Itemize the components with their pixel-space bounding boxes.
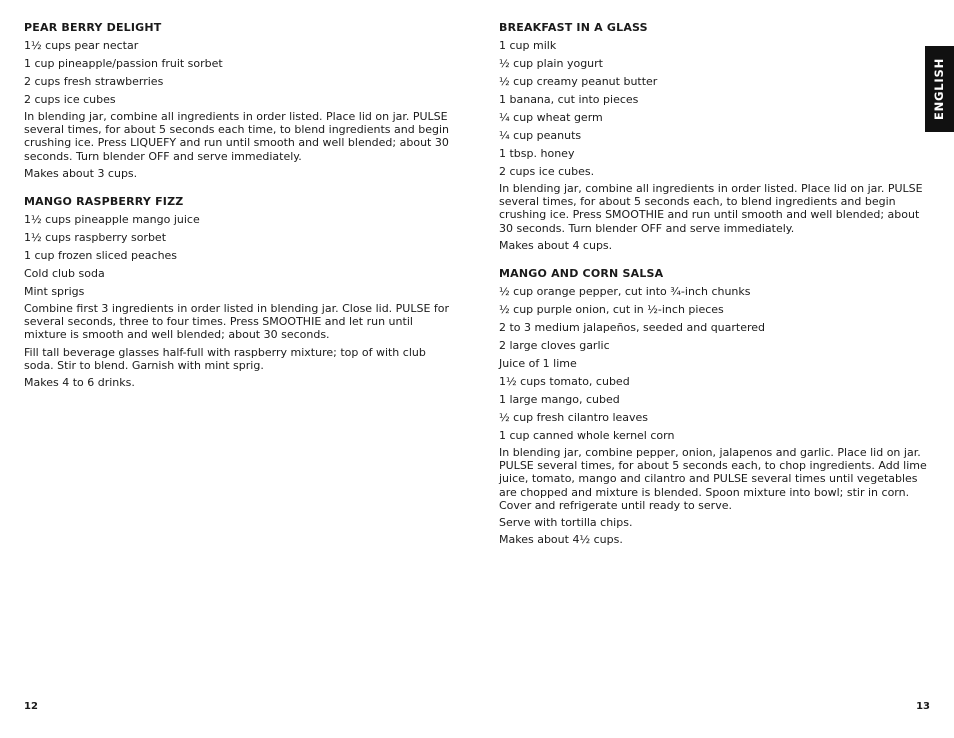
instruction-paragraph: In blending jar, combine all ingredients in order listed. Place lid on jar. PULSE several times, for about 5 seconds each, to blend ingredients and begin crushing ice. Press SMOOTHIE and run until smooth and well blended; about 30 seconds. Turn blender OFF and serve immediately. [499, 182, 923, 235]
ingredient-line: 1½ cups pear nectar [24, 39, 139, 52]
yield-note: Makes about 4½ cups. [499, 533, 623, 547]
page-number-right: 13 [916, 701, 930, 712]
instruction-paragraph: Combine first 3 ingredients in order listed in blending jar. Close lid. PULSE for several seconds, three to four times. Press SMOOTHIE and let run until mixture is smooth and well blended; about 30 seconds. [24, 302, 450, 342]
ingredient-line: 1 banana, cut into pieces [499, 93, 639, 106]
ingredient-line: ½ cup orange pepper, cut into ¾-inch chunks [499, 285, 751, 299]
ingredient-line: ½ cup fresh cilantro leaves [499, 411, 649, 425]
recipe-title: MANGO RASPBERRY FIZZ [24, 195, 184, 209]
ingredient-line: ½ cup plain yogurt [499, 57, 603, 70]
ingredient-line: 2 cups ice cubes. [499, 165, 595, 178]
ingredient-line: ¼ cup wheat germ [499, 111, 603, 124]
language-tab-label: ENGLISH [932, 57, 947, 121]
ingredient-line: 1 cup pineapple/passion fruit sorbet [24, 57, 223, 70]
ingredient-line: 1½ cups tomato, cubed [499, 375, 630, 389]
ingredient-line: 1 tbsp. honey [499, 147, 575, 160]
ingredient-line: ½ cup purple onion, cut in ½-inch pieces [499, 303, 724, 317]
left-page-column [24, 20, 454, 393]
recipe-title: MANGO AND CORN SALSA [499, 267, 664, 281]
recipe-title: PEAR BERRY DELIGHT [24, 21, 162, 34]
ingredient-line: Mint sprigs [24, 285, 85, 299]
ingredient-line: 2 cups ice cubes [24, 93, 116, 106]
ingredient-line: ½ cup creamy peanut butter [499, 75, 658, 88]
ingredient-line: 1 cup canned whole kernel corn [499, 429, 675, 443]
serving-note: Serve with tortilla chips. [499, 516, 633, 530]
yield-note: Makes about 4 cups. [499, 238, 613, 252]
ingredient-line: 1 large mango, cubed [499, 393, 620, 407]
language-tab [925, 46, 954, 132]
instruction-paragraph: Fill tall beverage glasses half-full with raspberry mixture; top of with club soda. Stir to blend. Garnish with mint sprig. [24, 345, 426, 372]
ingredient-line: Juice of 1 lime [499, 357, 577, 371]
page-number-left: 12 [24, 701, 38, 712]
ingredient-line: 2 cups fresh strawberries [24, 75, 164, 88]
instruction-paragraph: In blending jar, combine all ingredients in order listed. Place lid on jar. PULSE several times, for about 5 seconds each time, to blend ingredients and begin crushing ice. Press LIQUEFY and run until smooth and well blended; about 30 seconds. Turn blender OFF and serve immediately. [24, 110, 449, 163]
recipe-title: BREAKFAST IN A GLASS [499, 21, 648, 34]
yield-note: Makes about 3 cups. [24, 166, 138, 180]
yield-note: Makes 4 to 6 drinks. [24, 376, 135, 390]
instruction-paragraph: In blending jar, combine pepper, onion, jalapenos and garlic. Place lid on jar. PULSE several times, for about 5 seconds each, to chop ingredients. Add lime juice, tomato, mango and cilantro and PULSE several times until vegetables are chopped and mixture is blended. Spoon mixture into bowl; stir in corn. Cover and refrigerate until ready to serve. [499, 446, 927, 512]
ingredient-line: 2 large cloves garlic [499, 339, 610, 353]
right-page-column [499, 20, 929, 550]
ingredient-line: Cold club soda [24, 267, 105, 281]
ingredient-line: 1½ cups raspberry sorbet [24, 231, 167, 245]
ingredient-line: 1½ cups pineapple mango juice [24, 213, 200, 227]
ingredient-line: 2 to 3 medium jalapeños, seeded and quartered [499, 321, 766, 335]
ingredient-line: 1 cup milk [499, 39, 557, 52]
ingredient-line: 1 cup frozen sliced peaches [24, 249, 178, 263]
ingredient-line: ¼ cup peanuts [499, 129, 582, 142]
